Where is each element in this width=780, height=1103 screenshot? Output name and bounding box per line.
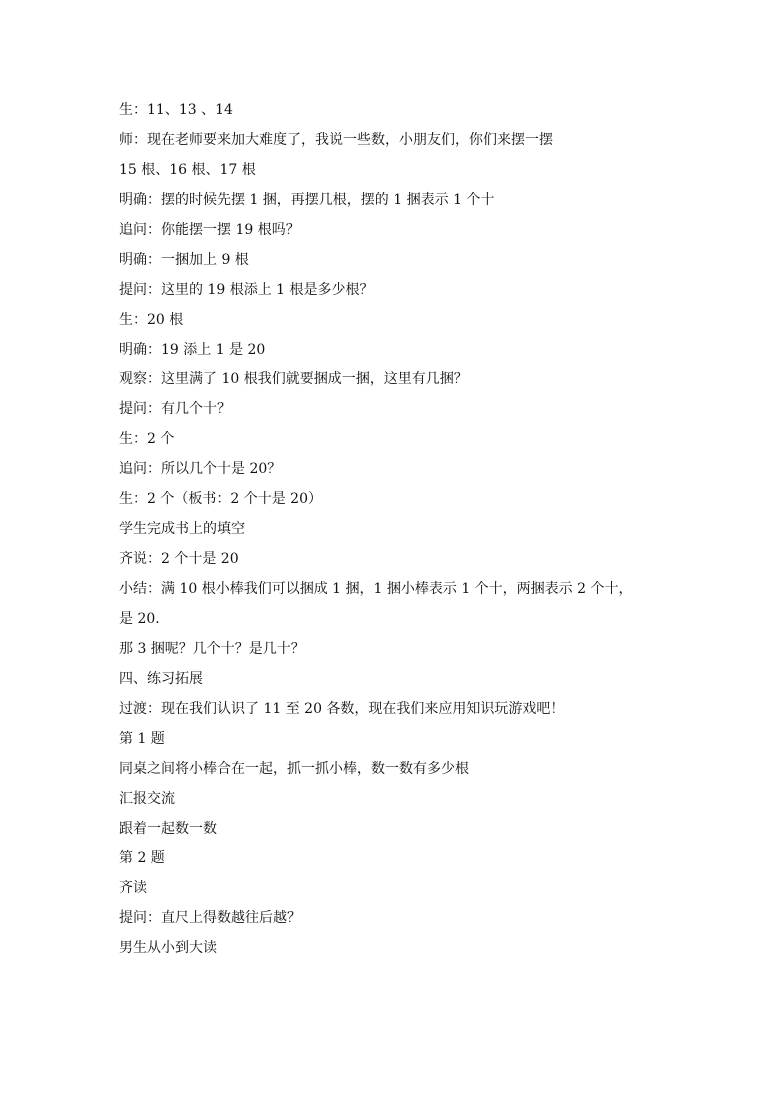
text-line: 提问：这里的 19 根添上 1 根是多少根？ (119, 281, 374, 298)
text-line: 生：20 根 (119, 311, 184, 328)
summary-line: 小结：满 10 根小棒我们可以捆成 1 捆，1 捆小棒表示 1 个十，两捆表示 2 个十， (119, 581, 633, 597)
text-line: 15 根、16 根、17 根 (119, 161, 256, 178)
question-heading: 第 2 题 (119, 850, 165, 867)
text-line: 明确：摆的时候先摆 1 捆，再摆几根，摆的 1 捆表示 1 个十 (119, 191, 495, 208)
text-line: 过渡：现在我们认识了 11 至 20 各数，现在我们来应用知识玩游戏吧！ (119, 700, 565, 717)
document-body (119, 96, 679, 964)
text-line: 观察：这里满了 10 根我们就要捆成一捆，这里有几捆？ (119, 371, 468, 388)
text-line: 明确：一捆加上 9 根 (119, 251, 249, 268)
text-line: 男生从小到大读 (119, 940, 217, 957)
summary-line-continued: 是 20. (119, 610, 160, 627)
text-line: 那 3 捆呢？几个十？是几十？ (119, 640, 305, 657)
text-line: 师：现在老师要来加大难度了，我说一些数，小朋友们，你们来摆一摆 (119, 131, 553, 148)
text-line: 提问：有几个十？ (119, 401, 231, 418)
section-heading: 四、练习拓展 (119, 670, 203, 687)
text-line: 生：2 个 (119, 431, 175, 448)
question-heading: 第 1 题 (119, 730, 165, 747)
text-line: 跟着一起数一数 (119, 820, 217, 837)
text-line: 追问：你能摆一摆 19 根吗？ (119, 221, 300, 238)
text-line: 学生完成书上的填空 (119, 521, 245, 538)
text-line: 齐读 (119, 880, 147, 897)
text-line: 汇报交流 (119, 790, 175, 807)
text-line: 提问：直尺上得数越往后越？ (119, 910, 301, 927)
text-line: 追问：所以几个十是 20？ (119, 461, 282, 478)
text-line: 生：2 个（板书：2 个十是 20） (119, 491, 322, 508)
text-line: 齐说：2 个十是 20 (119, 551, 239, 568)
text-line: 明确：19 添上 1 是 20 (119, 341, 266, 358)
text-line: 生：11、13 、14 (119, 102, 233, 118)
text-line: 同桌之间将小棒合在一起，抓一抓小棒，数一数有多少根 (119, 760, 469, 777)
